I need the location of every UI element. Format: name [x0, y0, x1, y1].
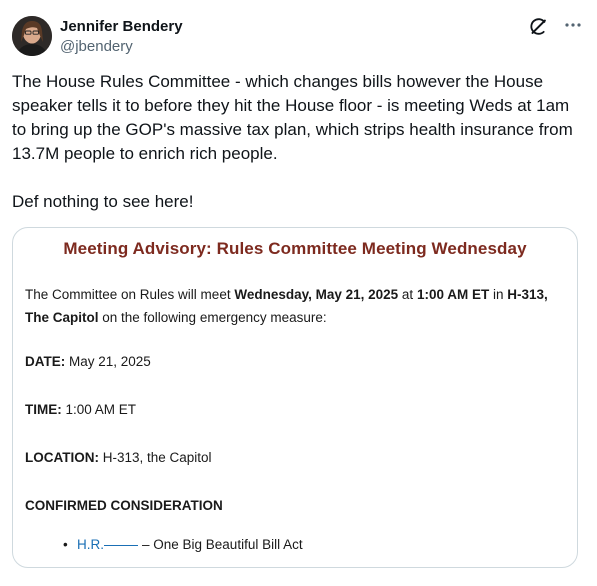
location-field: [25, 450, 212, 465]
time-field: [25, 402, 136, 417]
date-field: [25, 354, 151, 369]
advisory-intro: [25, 283, 565, 329]
intro-text: at: [398, 287, 417, 302]
date-value: May 21, 2025: [65, 354, 151, 369]
bill-link[interactable]: H.R.: [77, 537, 104, 552]
grok-slash-circle-icon[interactable]: [527, 16, 549, 38]
intro-time: 1:00 AM ET: [416, 287, 490, 302]
confirmed-consideration-heading: CONFIRMED CONSIDERATION: [25, 498, 223, 513]
bill-title: – One Big Beautiful Bill Act: [142, 537, 303, 552]
location-label: LOCATION:: [25, 450, 99, 465]
bullet-icon: •: [63, 537, 68, 552]
time-label: TIME:: [25, 402, 62, 417]
intro-text: The Committee on Rules will meet: [25, 287, 235, 302]
intro-text: on the following emergency measure:: [98, 310, 327, 325]
intro-date: Wednesday, May 21, 2025: [234, 287, 399, 302]
location-value: H-313, the Capitol: [99, 450, 212, 465]
tweet-header: [12, 14, 585, 58]
intro-place: H-313, The Capitol: [25, 287, 548, 325]
tweet-text: The House Rules Committee - which changes bills however the House speaker tells it to before they hit the House floor - is meeting Weds at 1am to bring up the GOP's massive tax plan, which strips health insurance from 13.7M people to enrich rich people. Def nothing to see here!: [12, 72, 573, 211]
author-name[interactable]: Jennifer Bendery: [60, 18, 183, 35]
advisory-title: Meeting Advisory: Rules Committee Meeting Wednesday: [63, 239, 527, 258]
intro-text: in: [489, 287, 508, 302]
avatar[interactable]: [12, 16, 52, 56]
bill-number-blank: [104, 545, 138, 546]
bill-list-item: [63, 537, 303, 552]
date-label: DATE:: [25, 354, 66, 369]
time-value: 1:00 AM ET: [61, 402, 137, 417]
more-horizontal-icon[interactable]: [561, 15, 585, 37]
attached-image-card[interactable]: [12, 227, 578, 568]
avatar-image: [12, 16, 52, 56]
author-handle[interactable]: @jbendery: [60, 38, 133, 55]
